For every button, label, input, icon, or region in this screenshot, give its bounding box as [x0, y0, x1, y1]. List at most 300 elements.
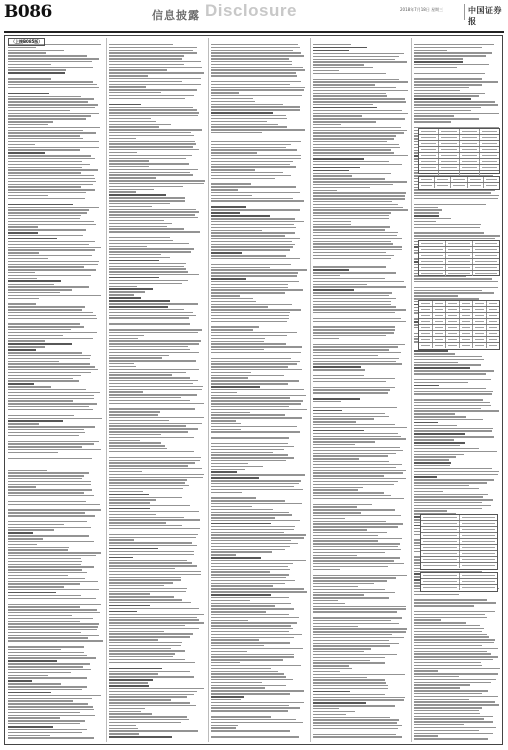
- text-line: [211, 298, 253, 299]
- text-line: [313, 447, 400, 448]
- text-line: [313, 375, 364, 376]
- text-line: [313, 198, 405, 199]
- text-line: [414, 619, 441, 620]
- text-line: [211, 520, 300, 521]
- text-line: [8, 609, 97, 610]
- table-cell: [451, 183, 467, 188]
- text-line: [313, 346, 398, 347]
- text-line: [211, 178, 275, 179]
- text-line: [8, 409, 93, 410]
- text-line: [211, 463, 248, 464]
- table-cell: [460, 141, 480, 146]
- text-line: [313, 161, 389, 162]
- text-line: [313, 164, 402, 165]
- text-line: [313, 600, 338, 601]
- text-line: [211, 656, 294, 657]
- page-header: [0, 0, 508, 30]
- text-line: [211, 412, 250, 413]
- text-line: [211, 164, 290, 165]
- text-line: [414, 645, 482, 646]
- text-line: [8, 406, 89, 407]
- text-line: [313, 295, 389, 296]
- text-line: [313, 438, 406, 439]
- text-line: [109, 653, 175, 654]
- table-cell: [460, 159, 480, 164]
- text-line: [8, 615, 72, 616]
- text-line: [313, 461, 389, 462]
- text-column-3: [211, 44, 307, 742]
- text-line: [109, 75, 148, 76]
- text-line: [414, 602, 496, 603]
- table-cell: [421, 533, 460, 538]
- text-line: [8, 275, 91, 276]
- text-line: [313, 238, 402, 239]
- text-line: [414, 113, 499, 114]
- text-line: [414, 676, 459, 677]
- text-line: [211, 574, 289, 575]
- text-line: [414, 402, 490, 403]
- text-line: [211, 685, 286, 686]
- data-table: [420, 514, 498, 570]
- text-line: [109, 323, 190, 324]
- text-line: [8, 706, 93, 707]
- text-line: [109, 352, 199, 353]
- text-line: [211, 132, 262, 133]
- text-line: [8, 441, 99, 442]
- text-line: [211, 183, 251, 184]
- text-line: [313, 158, 364, 160]
- text-line: [211, 611, 266, 612]
- table-cell: [421, 585, 460, 590]
- text-line: [211, 95, 302, 96]
- text-line: [109, 728, 138, 729]
- text-line: [313, 389, 390, 390]
- text-line: [211, 569, 290, 570]
- table-cell: [446, 265, 473, 270]
- text-line: [8, 278, 37, 279]
- text-line: [211, 92, 239, 93]
- text-line: [211, 115, 286, 116]
- text-line: [313, 73, 386, 74]
- table-cell: [473, 307, 487, 312]
- text-line: [8, 207, 99, 208]
- text-line: [313, 67, 373, 68]
- text-line: [109, 81, 182, 82]
- text-line: [211, 622, 297, 623]
- text-line: [313, 366, 361, 368]
- text-line: [8, 726, 53, 728]
- text-line: [109, 135, 194, 136]
- text-line: [313, 79, 399, 80]
- text-line: [313, 674, 405, 675]
- text-line: [313, 421, 356, 422]
- text-line: [313, 498, 404, 499]
- table-cell: [460, 307, 474, 312]
- text-line: [8, 229, 86, 230]
- text-line: [414, 499, 493, 500]
- text-line: [211, 594, 271, 596]
- text-line: [109, 277, 159, 279]
- text-line: [313, 682, 386, 683]
- text-line: [109, 725, 136, 726]
- text-line: [109, 84, 201, 85]
- text-line: [109, 306, 168, 308]
- text-line: [8, 67, 93, 68]
- text-line: [109, 155, 192, 156]
- text-line: [109, 605, 150, 607]
- text-line: [109, 69, 167, 70]
- text-line: [8, 363, 90, 364]
- text-line: [8, 221, 94, 222]
- text-line: [109, 511, 199, 512]
- text-line: [211, 215, 270, 217]
- text-line: [211, 549, 285, 550]
- table-cell: [421, 527, 460, 532]
- text-line: [109, 115, 198, 116]
- text-line: [8, 561, 82, 562]
- text-line: [313, 132, 404, 133]
- text-line: [414, 713, 480, 714]
- text-line: [414, 379, 491, 380]
- text-line: [109, 488, 183, 489]
- text-line: [109, 403, 204, 404]
- text-line: [414, 235, 500, 236]
- text-line: [313, 648, 371, 649]
- text-line: [211, 514, 292, 515]
- text-line: [8, 352, 82, 353]
- text-line: [8, 626, 98, 627]
- text-line: [313, 631, 406, 632]
- issue-date: 2018年7月18日 星期三: [400, 7, 444, 12]
- text-line: [8, 261, 99, 262]
- text-line: [211, 537, 304, 538]
- text-line: [211, 642, 290, 643]
- text-line: [8, 124, 48, 125]
- text-line: [211, 631, 289, 632]
- text-line: [313, 284, 367, 285]
- text-line: [109, 89, 197, 90]
- text-line: [109, 118, 151, 119]
- text-line: [313, 232, 398, 233]
- text-line: [211, 87, 305, 88]
- text-line: [8, 81, 93, 82]
- text-line: [109, 217, 198, 218]
- table-cell: [433, 325, 447, 330]
- text-line: [211, 289, 303, 290]
- text-line: [211, 429, 241, 430]
- text-line: [313, 725, 402, 726]
- text-line: [211, 218, 295, 219]
- table-cell: [487, 337, 500, 342]
- text-line: [211, 315, 289, 316]
- text-line: [8, 564, 81, 565]
- text-line: [313, 472, 403, 473]
- text-line: [8, 495, 94, 496]
- text-line: [109, 274, 199, 275]
- text-line: [109, 679, 153, 681]
- text-line: [211, 361, 300, 362]
- text-line: [109, 288, 153, 290]
- text-line: [8, 403, 97, 404]
- text-line: [8, 489, 92, 490]
- text-line: [313, 318, 401, 319]
- text-line: [313, 212, 391, 213]
- text-line: [8, 475, 84, 476]
- text-line: [8, 660, 57, 662]
- table-cell: [446, 319, 460, 324]
- text-line: [109, 132, 191, 133]
- text-line: [313, 668, 352, 669]
- text-line: [109, 92, 161, 93]
- text-line: [8, 340, 45, 341]
- text-line: [109, 682, 148, 683]
- text-line: [109, 708, 145, 709]
- text-line: [313, 569, 340, 570]
- text-line: [211, 483, 299, 484]
- text-line: [211, 466, 263, 467]
- text-line: [414, 442, 465, 444]
- text-line: [8, 729, 87, 730]
- text-line: [211, 532, 284, 533]
- table-cell: [421, 545, 460, 550]
- text-line: [8, 78, 51, 79]
- text-line: [211, 81, 301, 82]
- text-line: [414, 353, 455, 354]
- table-cell: [446, 253, 473, 258]
- text-line: [211, 338, 265, 339]
- text-line: [414, 479, 494, 480]
- text-line: [109, 95, 194, 96]
- text-line: [109, 477, 203, 478]
- text-line: [109, 608, 199, 609]
- text-line: [8, 635, 99, 636]
- text-line: [8, 657, 96, 658]
- text-line: [211, 380, 299, 381]
- text-line: [211, 409, 307, 410]
- text-line: [109, 474, 204, 475]
- text-line: [109, 471, 142, 472]
- text-line: [313, 84, 375, 85]
- text-line: [211, 722, 303, 723]
- text-line: [8, 249, 95, 250]
- text-line: [109, 662, 195, 663]
- table-cell: [480, 129, 499, 134]
- text-line: [8, 375, 81, 376]
- table-cell: [473, 265, 499, 270]
- text-line: [313, 243, 393, 244]
- text-line: [313, 401, 341, 402]
- text-line: [313, 617, 402, 618]
- text-line: [109, 231, 200, 232]
- text-line: [211, 232, 295, 233]
- text-line: [8, 527, 91, 528]
- text-line: [8, 266, 84, 267]
- table-cell: [439, 129, 459, 134]
- text-line: [313, 538, 402, 539]
- text-line: [313, 702, 366, 704]
- table-cell: [480, 147, 499, 152]
- text-line: [109, 160, 149, 161]
- text-line: [313, 492, 384, 493]
- text-line: [109, 400, 190, 401]
- text-line: [8, 443, 94, 444]
- text-line: [8, 392, 100, 393]
- text-line: [109, 254, 161, 255]
- text-line: [109, 525, 182, 526]
- text-line: [109, 377, 190, 378]
- text-line: [211, 639, 259, 640]
- text-line: [211, 423, 241, 424]
- text-line: [8, 512, 85, 513]
- text-line: [211, 295, 240, 296]
- table-cell: [421, 521, 460, 526]
- text-line: [414, 44, 494, 45]
- text-line: [211, 287, 288, 288]
- text-line: [109, 650, 185, 651]
- text-line: [211, 321, 287, 322]
- text-line: [211, 628, 293, 629]
- text-line: [313, 355, 378, 356]
- text-line: [8, 115, 91, 116]
- text-line: [414, 459, 449, 460]
- text-line: [8, 361, 59, 362]
- text-line: [109, 240, 173, 241]
- text-line: [414, 370, 494, 371]
- text-line: [109, 445, 165, 446]
- table-cell: [473, 271, 499, 276]
- table-cell: [460, 135, 480, 140]
- text-line: [414, 87, 469, 88]
- text-line: [8, 144, 35, 145]
- text-line: [109, 499, 156, 500]
- text-line: [414, 373, 486, 374]
- text-line: [109, 109, 197, 110]
- text-line: [8, 258, 48, 259]
- table-cell: [446, 337, 460, 342]
- text-line: [109, 266, 184, 267]
- table-cell: [421, 573, 460, 578]
- text-line: [8, 418, 102, 419]
- text-line: [313, 532, 387, 533]
- text-line: [313, 369, 365, 370]
- text-line: [313, 714, 346, 715]
- text-line: [8, 298, 39, 299]
- text-line: [109, 166, 149, 167]
- text-line: [109, 149, 199, 150]
- text-line: [313, 416, 389, 417]
- text-line: [211, 84, 290, 85]
- text-line: [313, 580, 387, 581]
- text-line: [109, 107, 193, 108]
- text-line: [109, 286, 137, 287]
- text-line: [313, 344, 405, 345]
- text-line: [313, 521, 386, 522]
- table-cell: [421, 539, 460, 544]
- text-line: [414, 639, 495, 640]
- text-line: [211, 346, 302, 347]
- text-line: [211, 221, 304, 222]
- text-line: [211, 474, 305, 475]
- table-cell: [480, 135, 499, 140]
- text-line: [109, 349, 190, 350]
- text-line: [414, 215, 439, 217]
- text-line: [414, 670, 438, 671]
- text-line: [8, 552, 101, 553]
- text-line: [414, 696, 498, 697]
- text-line: [414, 391, 493, 392]
- text-line: [109, 711, 141, 712]
- text-line: [211, 352, 301, 353]
- text-line: [313, 688, 388, 689]
- text-line: [211, 249, 290, 250]
- text-line: [414, 281, 498, 282]
- table-cell: [421, 557, 460, 562]
- text-line: [414, 405, 491, 406]
- text-line: [8, 732, 82, 733]
- text-line: [414, 362, 458, 363]
- text-line: [109, 442, 161, 443]
- text-line: [211, 563, 293, 564]
- text-line: [109, 571, 201, 572]
- text-line: [109, 485, 189, 486]
- text-line: [313, 306, 396, 307]
- text-line: [8, 309, 82, 310]
- text-line: [8, 484, 91, 485]
- text-line: [109, 260, 159, 262]
- text-line: [414, 502, 482, 503]
- text-line: [414, 67, 457, 68]
- table-cell: [480, 153, 499, 158]
- text-line: [414, 218, 451, 219]
- text-line: [313, 699, 404, 700]
- text-line: [8, 581, 98, 582]
- text-line: [8, 538, 43, 539]
- text-line: [211, 471, 237, 473]
- text-line: [211, 235, 285, 236]
- table-cell: [473, 247, 499, 252]
- text-line: [8, 312, 93, 313]
- text-line: [211, 106, 300, 107]
- table-cell: [473, 253, 499, 258]
- text-line: [313, 586, 358, 587]
- text-line: [8, 712, 80, 713]
- text-line: [8, 481, 91, 482]
- text-line: [414, 221, 436, 222]
- text-line: [8, 501, 86, 502]
- text-line: [8, 178, 95, 179]
- text-line: [313, 722, 397, 723]
- text-line: [313, 93, 386, 94]
- text-line: [8, 167, 82, 168]
- text-line: [313, 135, 396, 136]
- text-line: [313, 651, 364, 652]
- text-line: [211, 161, 293, 162]
- table-row: [421, 585, 497, 590]
- text-line: [109, 622, 204, 623]
- text-line: [414, 207, 438, 208]
- text-line: [109, 397, 181, 398]
- text-line: [211, 397, 290, 398]
- text-line: [313, 540, 378, 541]
- text-line: [414, 721, 493, 722]
- text-line: [313, 637, 404, 638]
- text-line: [8, 640, 103, 641]
- text-line: [211, 89, 304, 90]
- text-line: [8, 692, 51, 694]
- text-line: [414, 496, 483, 497]
- text-line: [211, 583, 285, 584]
- text-line: [109, 579, 181, 580]
